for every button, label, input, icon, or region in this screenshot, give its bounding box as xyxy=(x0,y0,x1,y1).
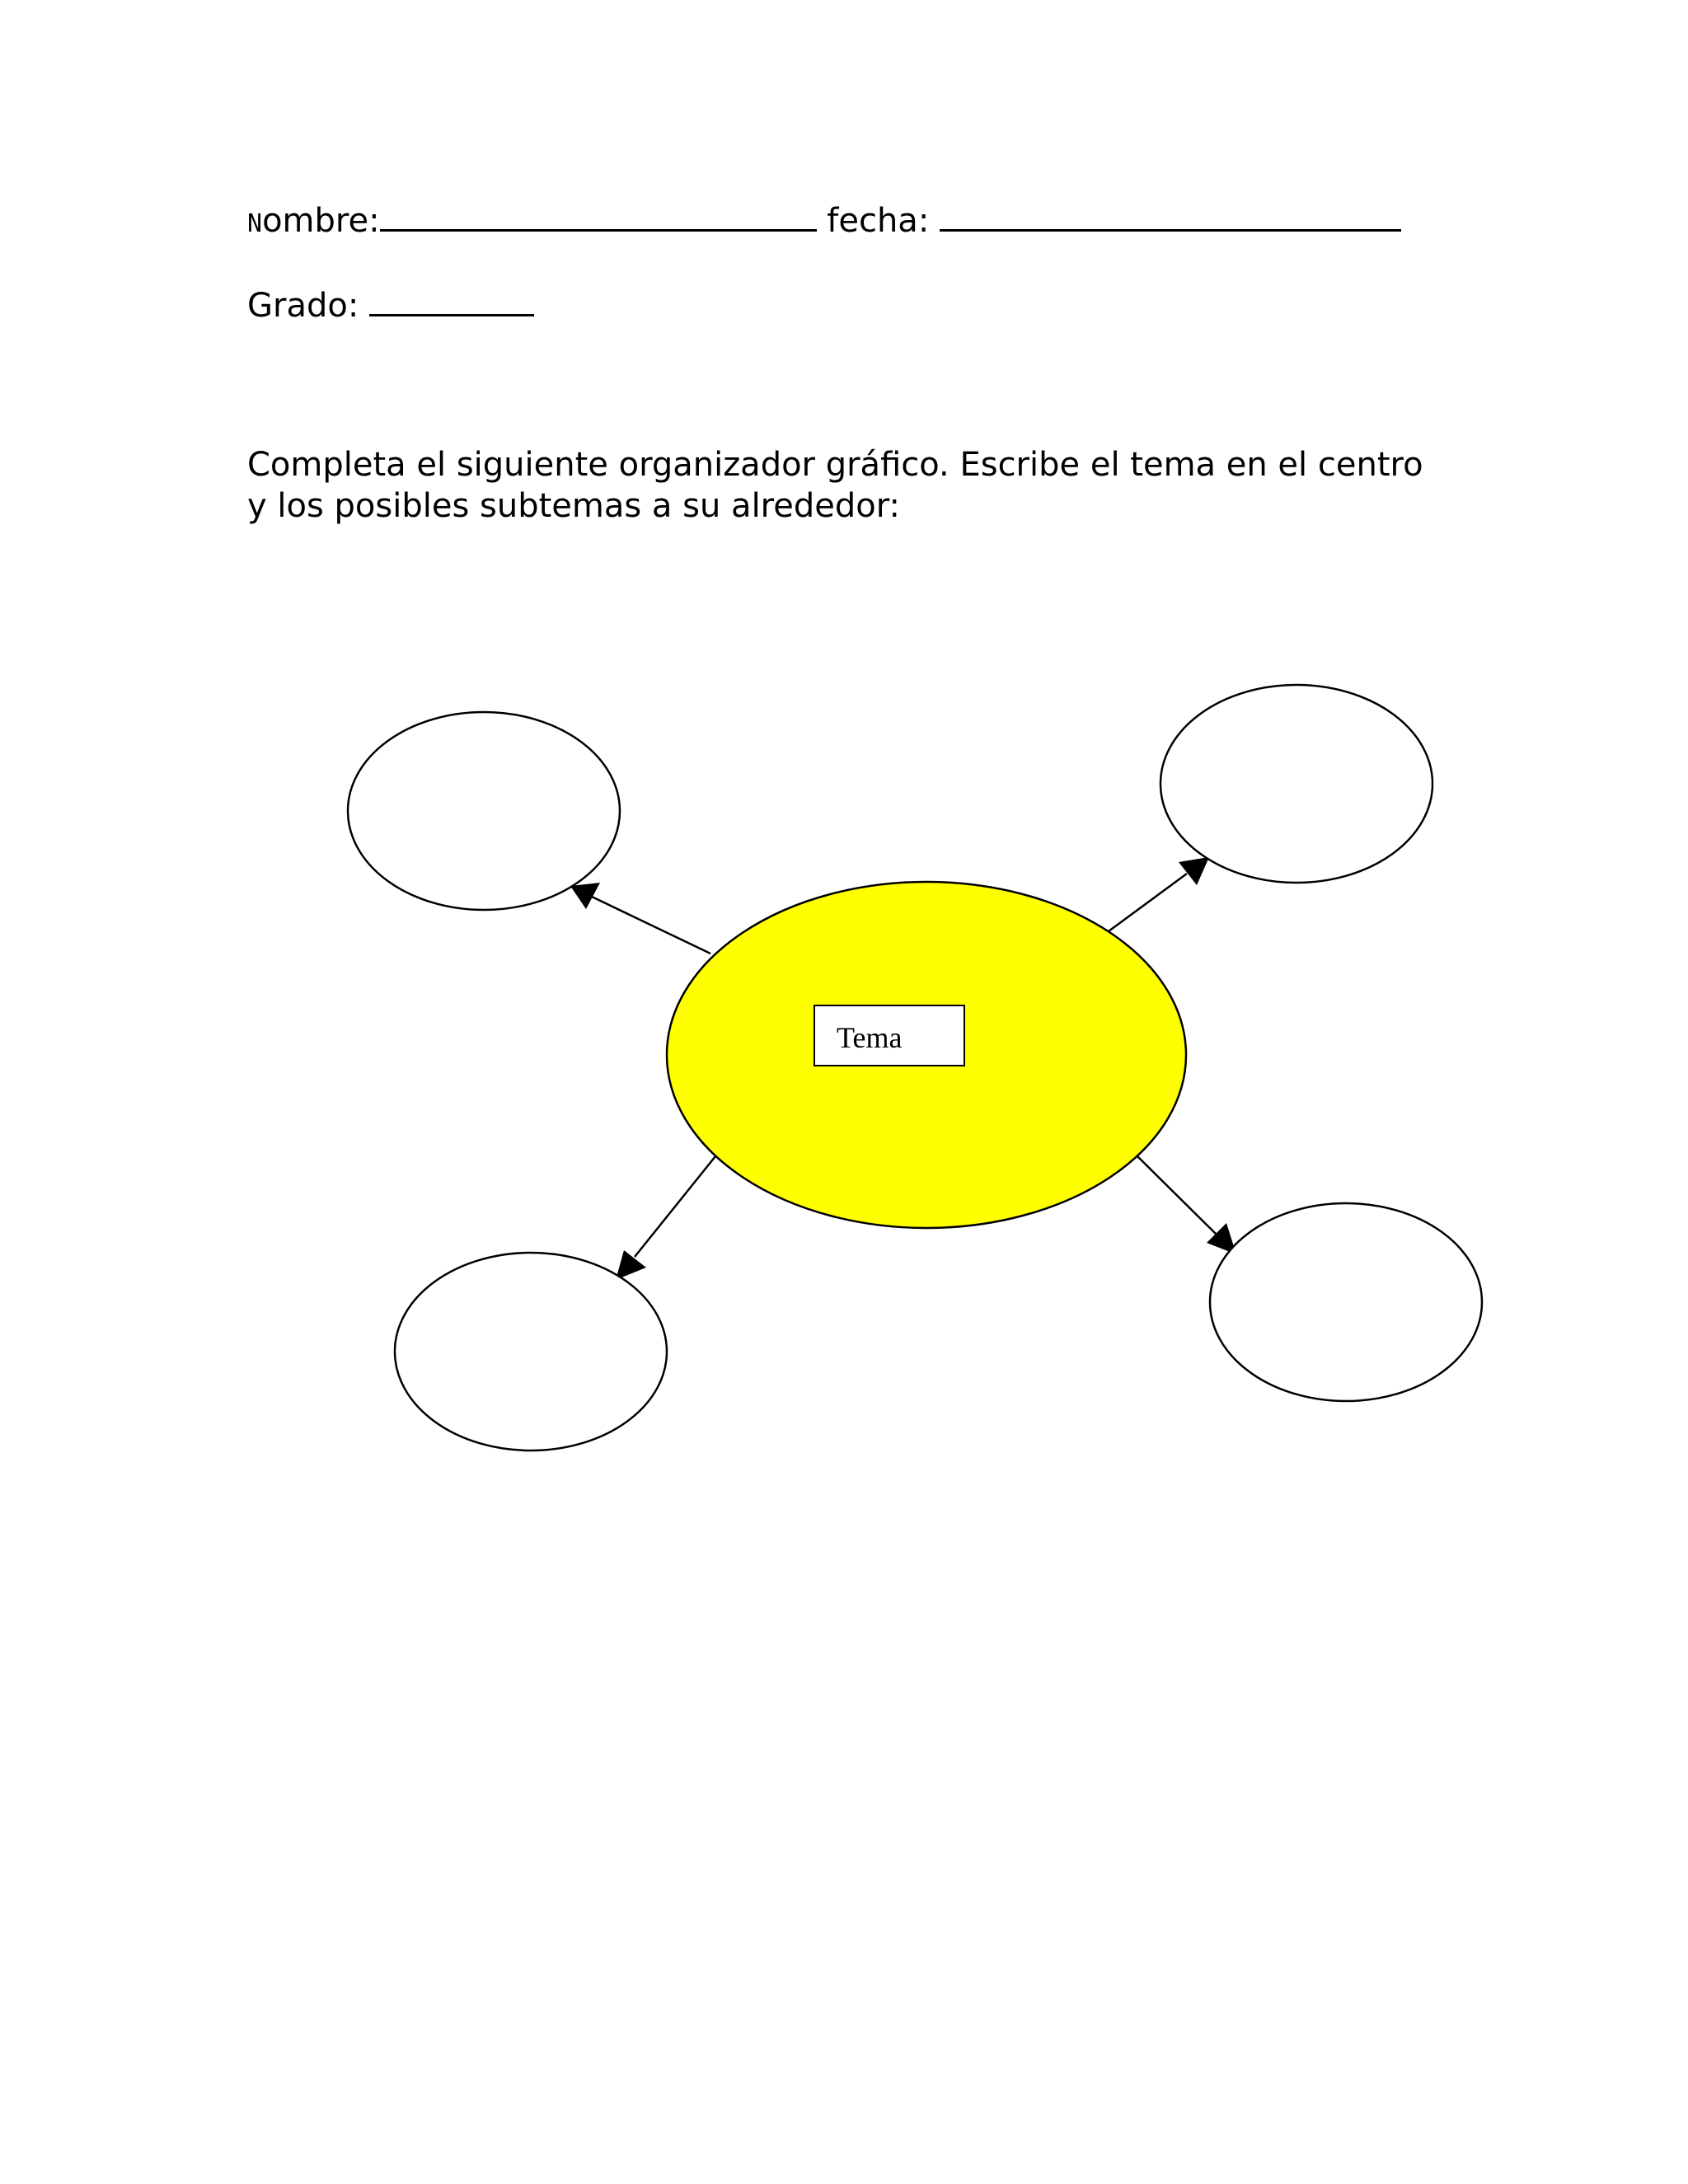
subtopic-ellipse-bottom-left[interactable] xyxy=(395,1253,667,1451)
arrow-bottom-right xyxy=(1137,1156,1236,1254)
name-initial: N xyxy=(247,209,263,238)
tema-label: Tema xyxy=(837,1021,903,1054)
subtopic-ellipse-top-right[interactable] xyxy=(1160,685,1432,883)
arrow-top-right xyxy=(1109,857,1209,931)
subtopic-ellipse-bottom-right[interactable] xyxy=(1210,1203,1482,1401)
date-label: fecha: xyxy=(827,202,930,240)
instructions-line-2: y los posibles subtemas a su alrededor: xyxy=(247,487,900,525)
arrow-top-left xyxy=(570,883,710,954)
grade-label: Grado: xyxy=(247,287,359,325)
name-label: ombre: xyxy=(262,202,380,240)
arrow-bottom-left xyxy=(616,1156,715,1280)
instructions-line-1: Completa el siguiente organizador gráfico. Escribe el tema en el centro xyxy=(247,446,1423,484)
subtopic-ellipse-top-left[interactable] xyxy=(348,712,620,910)
